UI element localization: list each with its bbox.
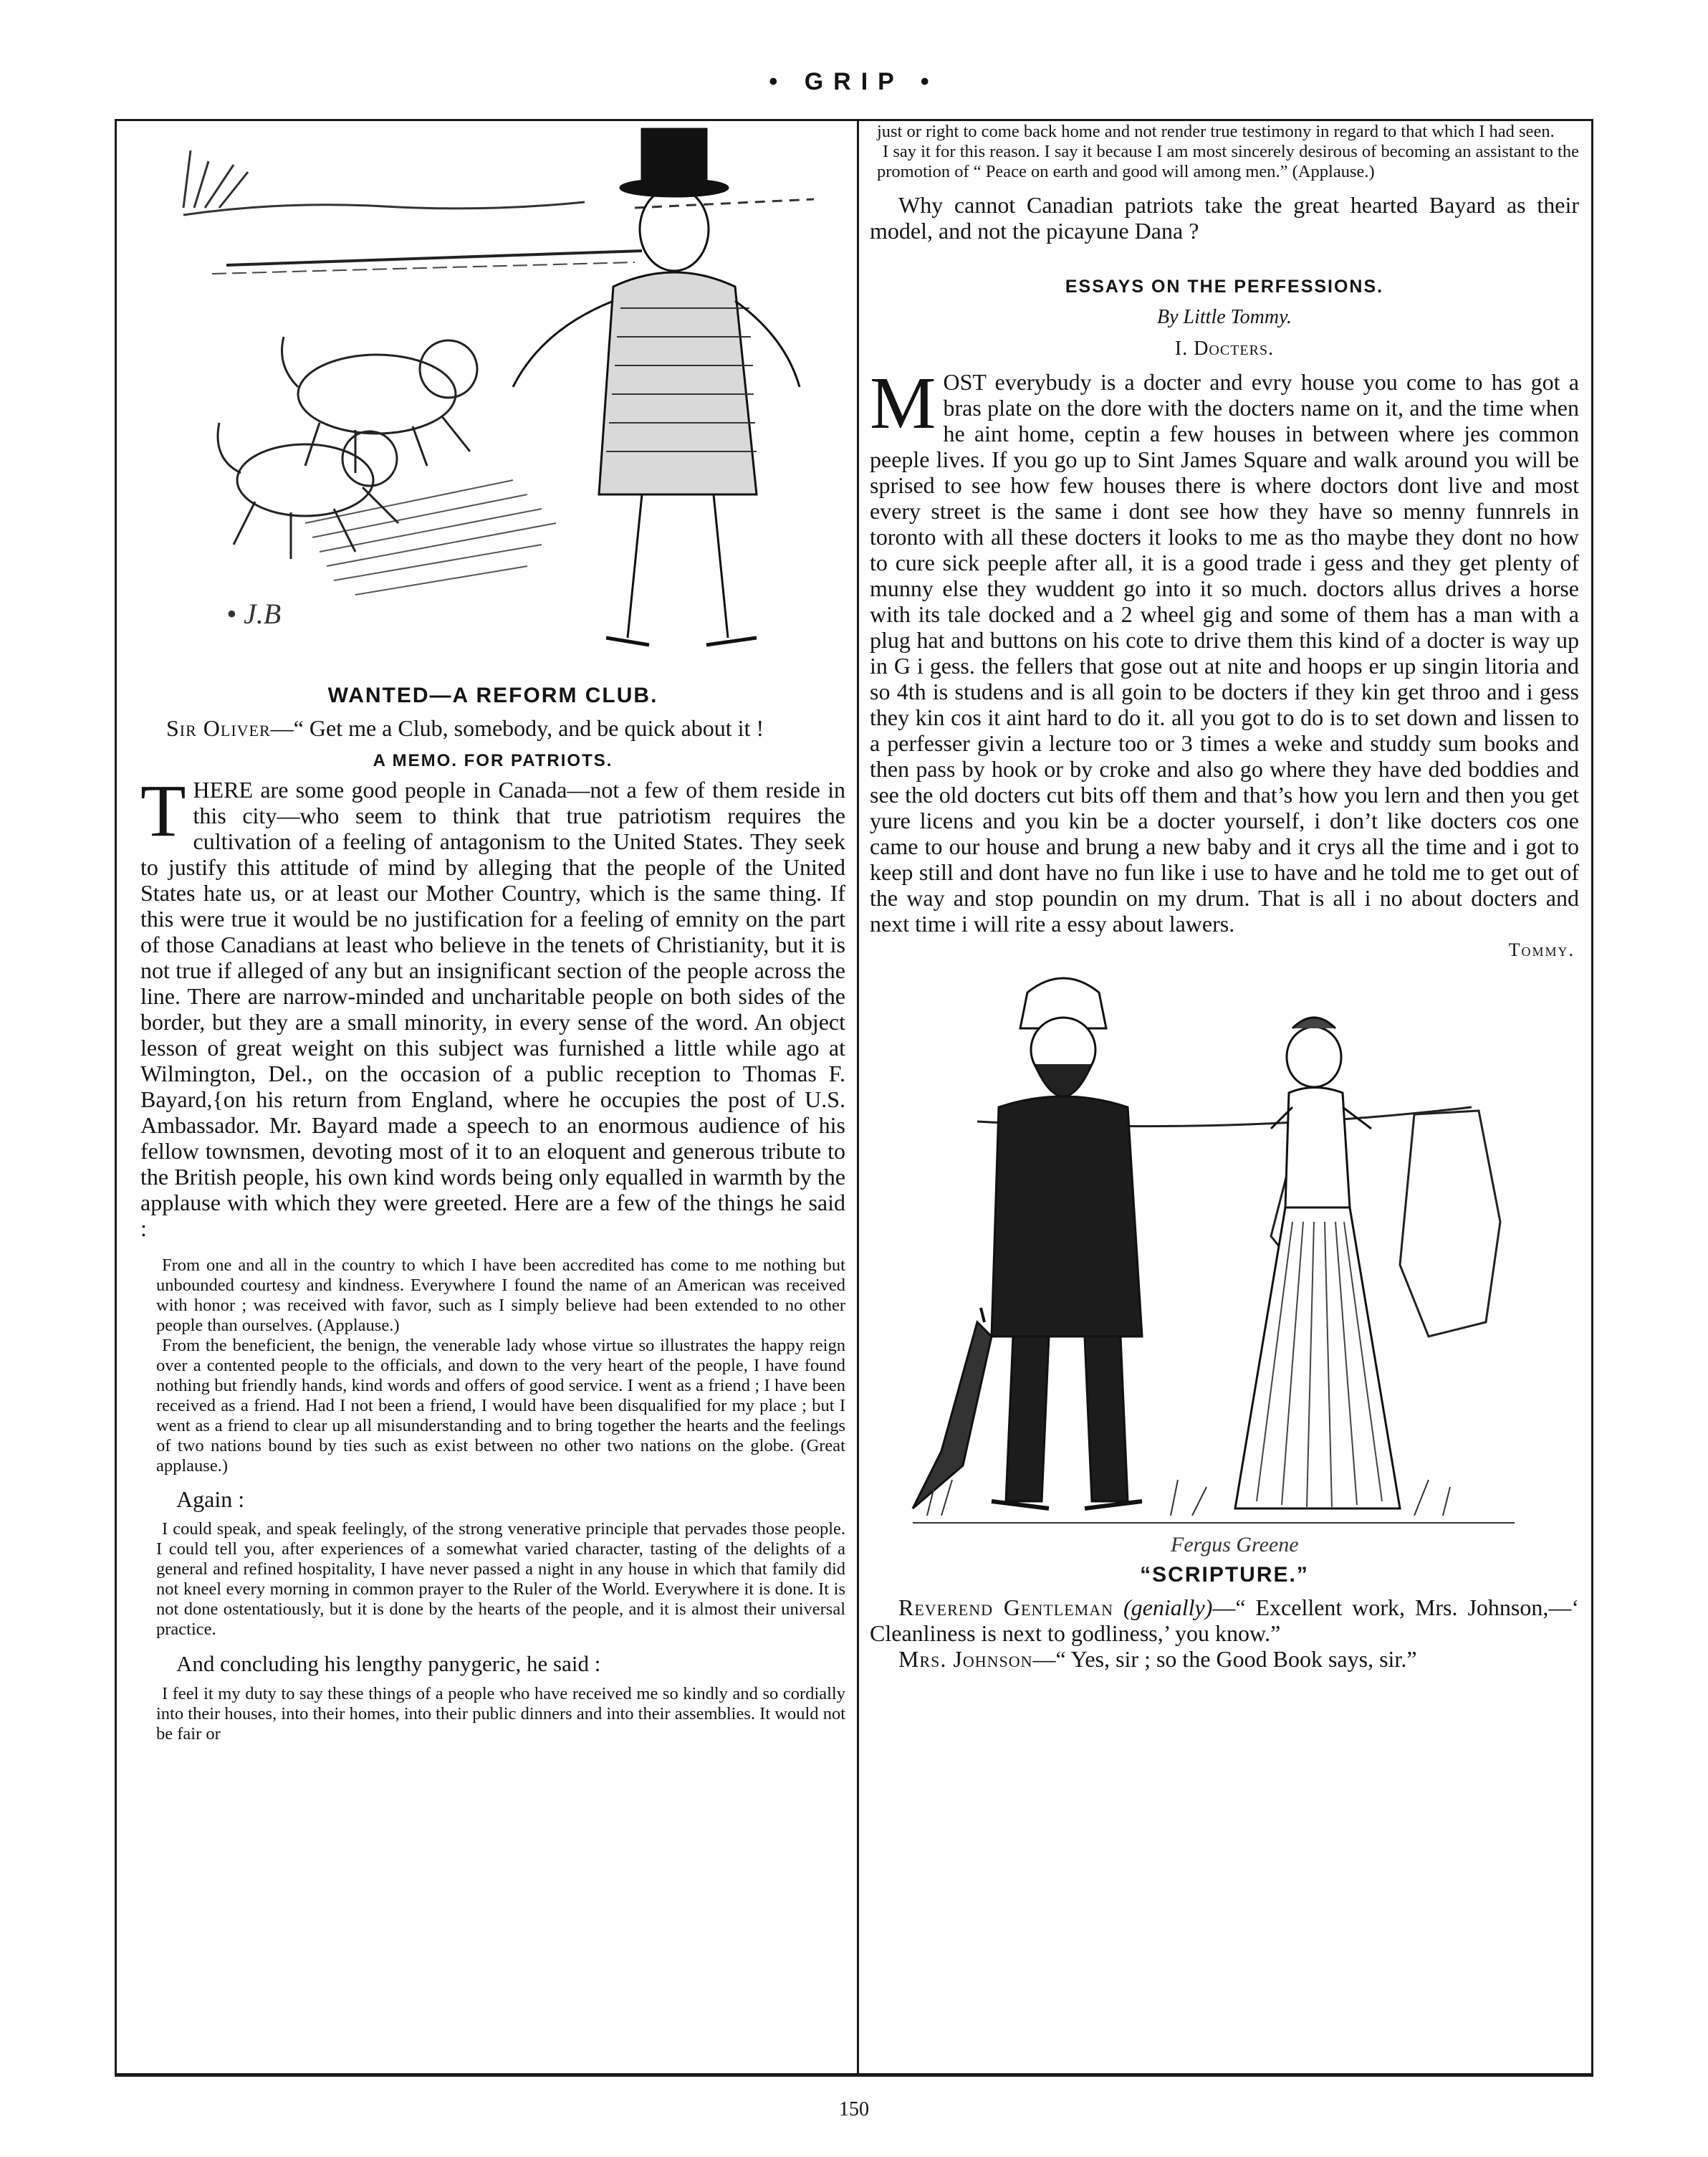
rev-manner: (genially) — [1123, 1594, 1213, 1620]
masthead: • GRIP • — [769, 68, 939, 95]
bayard-quote-2: From the beneficient, the benign, the venerable lady whose virtue so illustrates the happy reign over a contented people to the officials, and down to the very heart of the people, I have found nothing but friendly hands, kind words and offers of good service. I went as a friend ; I have been received as a friend. Had I not been a friend, I would have been disqualified for my place ; but I went as a friend to clear up all misunderstanding and to bring together the hearts and the feelings of two nations bound by ties such as exist between no other two nations on the globe. (Great applause.) — [156, 1336, 845, 1476]
memo-heading: A MEMO. FOR PATRIOTS. — [373, 751, 613, 770]
memo-dropcap: T — [140, 770, 186, 852]
essay-signature: Tommy. — [1508, 939, 1575, 960]
cartoon-signature: Fergus Greene — [1171, 1533, 1299, 1556]
bayard-question: Why cannot Canadian patriots take the great hearted Bayard as their model, and not the picayune Dana ? — [870, 192, 1579, 244]
mrs-caption — [870, 1646, 1579, 1672]
essays-heading: ESSAYS ON THE PERFESSIONS. — [1065, 277, 1384, 297]
concluding-line: And concluding his lengthy panygeric, he said : — [176, 1651, 601, 1676]
reform-club-illustration — [140, 122, 845, 674]
cartoon-signature: • J.B — [226, 598, 282, 630]
column-divider — [857, 119, 859, 2077]
cartoon-title: WANTED—A REFORM CLUB. — [327, 684, 658, 707]
essay-dropcap: M — [870, 362, 936, 444]
cartoon-caption — [140, 715, 845, 741]
memo-body — [140, 770, 845, 1241]
scripture-title: “SCRIPTURE.” — [1140, 1563, 1309, 1587]
page-number: 150 — [839, 2098, 869, 2120]
bayard-quote-1: From one and all in the country to which I have been accredited has come to me nothing but unbounded courtesy and kindness. Everywhere I found the name of an American was received with honor ; was received with favor, such as I simply believe had been extended to no other people than ourselves. (Applause.) — [156, 1256, 845, 1335]
rev-caption — [870, 1594, 1579, 1646]
mrs-speaker: Mrs. Johnson — [898, 1646, 1033, 1672]
reform-club-cartoon — [140, 122, 845, 674]
rev-text: —“ Excellent work, Mrs. Johnson,—‘ Cleanliness is next to godliness,’ you know.” — [870, 1594, 1580, 1646]
bayard-quote-4-cont: just or right to come back home and not render true testimony in regard to that which I had seen. — [877, 122, 1555, 141]
caption-text: —“ Get me a Club, somebody, and be quick about it ! — [270, 715, 764, 741]
essay-text: OST everybudy is a docter and evry house you come to has got a bras plate on the dore with the docters name on it, and the time when he aint home, ceptin a few houses in between where jes common peeple lives. If you go up to Sint James Square and walk around you will be sprised to see how few houses there is where doctors dont live and most every street is the same i dont see how they have so menny funnrels in toronto with all these docters it looks to me as tho maybe they dont no how to cure sick peeple after all, it is a good trade i gess and they get plenty of munny else they wuddent go into it so much. doctors allus drives a horse with its tale docked and a 2 wheel gig and some of them has a man with a plug hat and buttons on his cote to drive them this kind of a docter is way up in G i gess. the fellers that gose out at nite and hoops er up singin litoria and so 4th is studens and is all goin to be docters if they kin get throo and i gess they kin cos it aint hard to do it. all you got to do is to set down and lissen to a perfesser givin a lecture too or 3 times a weke and studdy sum books and then pass by hook or by croke and also go where they have ded boddies and see the old docters cut bits off them and that’s how you lern and then you get yure licens and you kin be a docter yourself, i don’t like docters cos one came to our house and brung a new baby and it crys all the time and i got to keep still and dont have no fun like i use to have and he told me to get out of the way and stop poundin on my drum. That is all i no about docters and next time i will rite a essy about lawers. — [870, 369, 1579, 937]
scripture-illustration — [870, 964, 1579, 1559]
mrs-text: —“ Yes, sir ; so the Good Book says, sir.” — [1032, 1646, 1417, 1672]
essays-byline: By Little Tommy. — [1157, 306, 1292, 328]
rev-speaker: Reverend Gentleman — [898, 1594, 1114, 1620]
scripture-cartoon — [870, 964, 1579, 1559]
left-column — [140, 122, 845, 1744]
essays-subheading: I. Docters. — [1174, 338, 1275, 360]
bayard-quote-4: I feel it my duty to say these things of a people who have received me so kindly and so cordially into their houses, into their homes, into their public dinners and into their assemblies. It would not be fair or — [156, 1684, 845, 1744]
bayard-quote-3: I could speak, and speak feelingly, of the strong venerative principle that pervades those people. I could tell you, after experiences of a somewhat varied character, tasting of the delights of a general and refined hospitality, I have never passed a night in any house in which that family did not kneel every morning in common prayer to the Ruler of the World. Everywhere it is done. It is not done ostentatiously, but it is done by the hearts of the people, and it is almost their universal practice. — [156, 1519, 845, 1639]
right-column — [870, 122, 1579, 1672]
again-line: Again : — [176, 1486, 245, 1512]
memo-text: HERE are some good people in Canada—not a few of them reside in this city—who seem to think that true patriotism requires the cultivation of a feeling of antagonism to the United States. They seek to justify this attitude of mind by alleging that the people of the United States hate us, or at least our Mother Country, which is the same thing. If this were true it would be no justification for a feeling of emnity on the part of those Canadians at least who believe in the tenets of Christianity, but it is not true if alleged of any but an insignificant section of the people across the line. There are narrow-minded and uncharitable people on both sides of the border, but they are a small minority, in every sense of the word. An object lesson of great weight on this subject was furnished a little while ago at Wilmington, Del., on the occasion of a public reception to Thomas F. Bayard,{on his return from England, where he occupies the post of U.S. Ambassador. Mr. Bayard made a speech to an enormous audience of his fellow townsmen, devoting most of it to an eloquent and generous tribute to the British people, his own kind words being only equalled in warmth by the applause with which they were greeted. Here are a few of the things he said : — [140, 777, 845, 1241]
essay-body — [870, 362, 1579, 937]
caption-speaker: Sir Oliver — [166, 715, 271, 741]
bayard-quote-5: I say it for this reason. I say it because I am most sincerely desirous of becoming an assistant to the promotion of “ Peace on earth and good will among men.” (Applause.) — [877, 142, 1579, 181]
